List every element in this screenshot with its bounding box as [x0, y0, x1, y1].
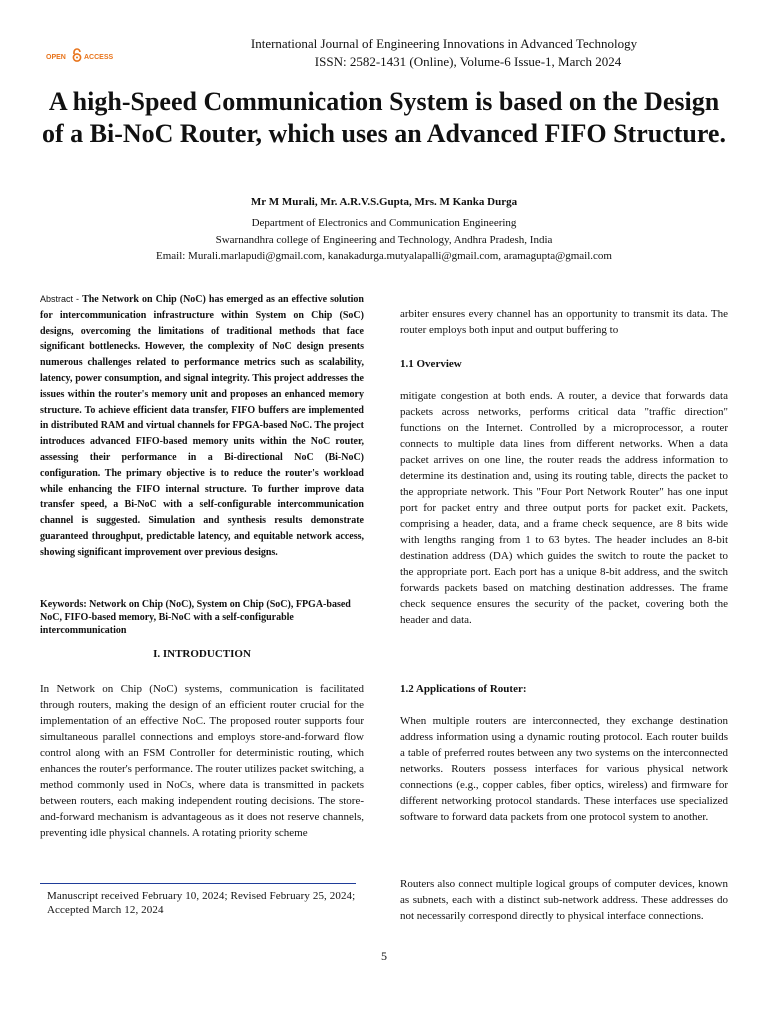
abstract-text: The Network on Chip (NoC) has emerged as an effective solution for intercommunication infrastructure within System on Chip (SoC) designs, overcoming the limitations of traditional methods that face significant bottlenecks. However, the complexity of NoC design presents numerous challenges related to performance metrics such as scalability, latency, power consumption, and signal integrity. This project addresses the issues within the router's memory unit and proposes an enhanced memory structure. To achieve efficient data transfer, FIFO buffers are implemented in distributed RAM and virtual channels for FPGA-based NoC. The project introduces advanced FIFO-based memory units within the NoC router, assessing their performance in a Bi-directional NoC (Bi-NoC) configuration. The primary objective is to reduce the router's workload while enhancing the FIFO internal structure. To further improve data transfer speed, a Bi-NoC with a self-configurable intercommunication channel is suggested. Simulation and synthesis results demonstrate guaranteed throughput, predictable latency, and equitable network access, showing significant improvement over previous designs.	[40, 294, 364, 558]
abstract-label: Abstract -	[40, 294, 83, 304]
department: Department of Electronics and Communication Engineering	[251, 217, 517, 229]
college: Swarnandhra college of Engineering and Technology, Andhra Pradesh, India	[215, 234, 553, 246]
intro-heading: I. INTRODUCTION	[153, 648, 251, 660]
logo-access-text: ACCESS	[84, 54, 114, 61]
paper-title: A high-Speed Communication System is based on the Design of a Bi-NoC Router, which uses an Advanced FIFO Structure.	[42, 87, 726, 148]
logo-open-text: OPEN	[46, 54, 66, 61]
overview-heading: 1.1 Overview	[400, 358, 462, 370]
abstract	[40, 292, 364, 561]
keywords: Keywords: Network on Chip (NoC), System on Chip (SoC), FPGA-based NoC, FIFO-based memory, Bi-NoC with a self-configurable intercommunication	[40, 599, 351, 636]
journal-name: International Journal of Engineering Innovations in Advanced Technology	[250, 36, 638, 51]
right-paragraph-3: When multiple routers are interconnected, they exchange destination address information using a dynamic routing protocol. Each router builds a table of preferred routes between any two systems on the interconnected networks. Routers possess interfaces for various physical network connections (e.g., copper cables, fiber optics, wireless) and firmware for different networking protocol standards. These interfaces use specialized software to forward data packets from one protocol system to another.	[400, 715, 728, 823]
journal-issn: ISSN: 2582-1431 (Online), Volume-6 Issue-1, March 2024	[314, 54, 622, 69]
intro-paragraph: In Network on Chip (NoC) systems, communication is facilitated through routers, making the design of an efficient router crucial for the implementation of an effective NoC. The proposed router supports four simultaneous parallel connections and employs store-and-forward flow control along with an FSM Controller for deterministic routing, which enhances the router's performance. The router utilizes packet switching, a method commonly used in NoCs, where data is transmitted in packets between routers, each making independent routing decisions. The store-and-forward mechanism is advantageous as it does not reserve channels, preventing idle physical channels. A rotating priority scheme	[40, 683, 364, 839]
emails: Email: Murali.marlapudi@gmail.com, kanakadurga.mutyalapalli@gmail.com, aramagupta@gmail.com	[155, 250, 612, 262]
applications-heading: 1.2 Applications of Router:	[400, 683, 527, 695]
right-paragraph-4: Routers also connect multiple logical groups of computer devices, known as subnets, each with a distinct sub-network address. These addresses do not necessarily correspond directly to physical interface connections.	[400, 878, 728, 922]
page-number: 5	[381, 949, 387, 963]
authors: Mr M Murali, Mr. A.R.V.S.Gupta, Mrs. M Kanka Durga	[250, 196, 518, 208]
footnote-divider	[40, 883, 356, 884]
right-paragraph-2: mitigate congestion at both ends. A router, a device that forwards data packets across networks, performs critical data "traffic direction" functions on the Internet. Controlled by a microprocessor, a router connects to multiple data lines from different networks. When a data packet arrives on one line, the router reads the address information to determine its destination and, using its routing table, directs the packet to the appropriate network. This "Four Port Network Router" has one input port for packet entry and three output ports for packet exit. Packets, comprising a header, data, and a frame check sequence, are 8 bits wide with lengths ranging from 1 to 63 bytes. The header includes an 8-bit destination address (DA) which guides the switch to route the packet to the appropriate port. Each port has a unique 8-bit address, and the switch forwards packets based on matching destination addresses. The frame check sequence ensures the security of the packet, covering both the header and data.	[400, 390, 728, 626]
manuscript-footnote: Manuscript received February 10, 2024; Revised February 25, 2024; Accepted March 12, 2024	[47, 890, 356, 916]
right-paragraph-1: arbiter ensures every channel has an opportunity to transmit its data. The router employs both input and output buffering to	[400, 308, 728, 336]
